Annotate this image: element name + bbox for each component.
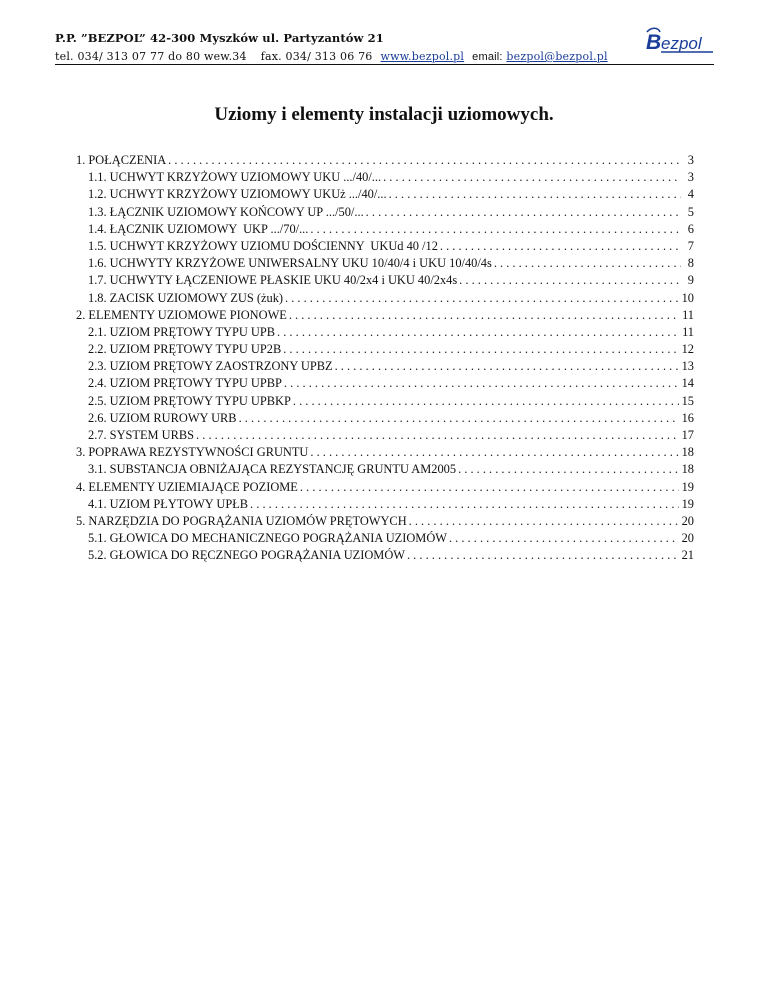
toc-entry[interactable]	[76, 341, 694, 358]
toc-entry[interactable]	[76, 152, 694, 169]
toc-entry-title: 1.7. UCHWYTY ŁĄCZENIOWE PŁASKIE UKU 40/2x4 i UKU 40/2x4s	[88, 273, 458, 288]
svg-text:B: B	[646, 31, 662, 54]
toc-leader-dots	[494, 255, 681, 272]
toc-entry[interactable]	[76, 324, 694, 341]
email-link[interactable]: bezpol@bezpol.pl	[506, 50, 608, 63]
toc-leader-dots	[293, 393, 679, 410]
toc-entry-title: 5. NARZĘDZIA DO POGRĄŻANIA UZIOMÓW PRĘTOWYCH	[76, 513, 407, 528]
toc-leader-dots	[168, 152, 681, 169]
toc-page-number: 3	[687, 153, 694, 167]
toc-page-number: 8	[687, 256, 694, 271]
toc-entry[interactable]	[76, 393, 694, 410]
toc-entry[interactable]	[76, 169, 694, 186]
toc-entry[interactable]	[76, 479, 694, 496]
toc-page-number: 14	[681, 376, 694, 391]
toc-entry-title: 2.6. UZIOM RUROWY URB	[88, 410, 237, 425]
toc-page-number: 20	[681, 531, 694, 546]
toc-entry[interactable]	[76, 530, 694, 547]
toc-leader-dots	[458, 461, 679, 478]
toc-page-number: 11	[682, 324, 694, 339]
toc-leader-dots	[449, 530, 679, 547]
page-title: Uziomy i elementy instalacji uziomowych.	[214, 104, 554, 125]
toc-leader-dots	[284, 375, 679, 392]
toc-leader-dots	[459, 272, 681, 289]
toc-page-number: 9	[687, 273, 694, 288]
table-of-contents	[76, 152, 694, 565]
toc-page-number: 18	[681, 445, 694, 460]
toc-entry-title: 3. POPRAWA REZYSTYWNOŚCI GRUNTU	[76, 445, 309, 460]
toc-leader-dots	[366, 204, 681, 221]
toc-leader-dots	[196, 427, 679, 444]
toc-entry-title: 4.1. UZIOM PŁYTOWY UPŁB	[88, 496, 249, 511]
contact-line	[55, 50, 715, 63]
svg-text:ezpol: ezpol	[661, 34, 702, 53]
toc-entry-title: 4. ELEMENTY UZIEMIAJĄCE POZIOME	[76, 479, 298, 494]
toc-page-number: 10	[681, 290, 694, 305]
toc-entry-title: 1.4. ŁĄCZNIK UZIOMOWY UKP .../70/...	[88, 221, 309, 236]
toc-entry-title: 2.3. UZIOM PRĘTOWY ZAOSTRZONY UPBZ	[88, 359, 333, 374]
company-address: P.P. ”BEZPOL” 42-300 Myszków ul. Partyzantów 21	[55, 31, 384, 45]
phone-number: tel. 034/ 313 07 77 do 80 wew.34	[55, 50, 247, 63]
toc-entry-title: 2.2. UZIOM PRĘTOWY TYPU UP2B	[88, 342, 282, 357]
toc-entry-title: 2.1. UZIOM PRĘTOWY TYPU UPB	[88, 324, 276, 339]
toc-page-number: 6	[687, 221, 694, 236]
toc-entry[interactable]	[76, 221, 694, 238]
header-divider	[55, 64, 714, 65]
toc-entry-title: 1.1. UCHWYT KRZYŻOWY UZIOMOWY UKU .../40/...	[88, 170, 382, 185]
toc-entry[interactable]	[76, 290, 694, 307]
toc-entry[interactable]	[76, 307, 694, 324]
toc-page-number: 16	[681, 410, 694, 425]
toc-page-number: 17	[681, 428, 694, 442]
fax-number: fax. 034/ 313 06 76	[260, 50, 373, 63]
toc-entry[interactable]	[76, 255, 694, 272]
toc-entry-title: 5.1. GŁOWICA DO MECHANICZNEGO POGRĄŻANIA UZIOMÓW	[88, 531, 447, 546]
toc-entry-title: 1.6. UCHWYTY KRZYŻOWE UNIWERSALNY UKU 10/40/4 i UKU 10/40/4s	[88, 256, 492, 271]
toc-leader-dots	[310, 444, 678, 461]
toc-page-number: 13	[681, 359, 694, 374]
toc-entry-title: 2.5. UZIOM PRĘTOWY TYPU UPBKP	[88, 393, 291, 408]
toc-entry-title: 1.5. UCHWYT KRZYŻOWY UZIOMU DOŚCIENNY UKUd 40 /12	[88, 238, 438, 253]
toc-leader-dots	[250, 496, 679, 513]
toc-leader-dots	[285, 290, 679, 307]
toc-page-number: 11	[682, 307, 694, 322]
toc-entry[interactable]	[76, 444, 694, 461]
toc-entry[interactable]	[76, 547, 694, 564]
website-link[interactable]: www.bezpol.pl	[380, 50, 465, 63]
toc-entry-title: 1.3. ŁĄCZNIK UZIOMOWY KOŃCOWY UP .../50/...	[88, 204, 364, 219]
toc-leader-dots	[407, 547, 679, 564]
toc-page-number: 4	[687, 187, 694, 202]
toc-page-number: 15	[681, 393, 694, 408]
toc-entry-title: 2. ELEMENTY UZIOMOWE PIONOWE	[76, 307, 287, 322]
toc-entry[interactable]	[76, 375, 694, 392]
toc-leader-dots	[300, 479, 679, 496]
toc-leader-dots	[277, 324, 679, 341]
toc-leader-dots	[289, 307, 679, 324]
toc-entry[interactable]	[76, 513, 694, 530]
toc-entry[interactable]	[76, 410, 694, 427]
toc-page-number: 3	[687, 170, 694, 185]
toc-page-number: 18	[681, 462, 694, 477]
toc-entry-title: 1.2. UCHWYT KRZYŻOWY UZIOMOWY UKUż .../40/...	[88, 187, 387, 202]
toc-page-number: 7	[687, 238, 694, 253]
toc-entry[interactable]	[76, 204, 694, 221]
toc-leader-dots	[310, 221, 681, 238]
toc-leader-dots	[335, 358, 679, 375]
toc-page-number: 20	[681, 513, 694, 528]
toc-entry[interactable]	[76, 427, 694, 444]
toc-leader-dots	[440, 238, 681, 255]
toc-leader-dots	[383, 169, 681, 186]
toc-entry-title: 1. POŁĄCZENIA	[76, 153, 167, 167]
bezpol-logo	[643, 24, 715, 56]
email-label: email:	[472, 51, 503, 63]
toc-page-number: 5	[687, 204, 694, 219]
toc-page-number: 19	[681, 479, 694, 494]
toc-entry-title: 1.8. ZACISK UZIOMOWY ZUS (żuk)	[88, 290, 284, 305]
toc-entry-title: 2.4. UZIOM PRĘTOWY TYPU UPBP	[88, 376, 282, 391]
toc-entry-title: 2.7. SYSTEM URBS	[88, 428, 195, 442]
toc-entry[interactable]	[76, 186, 694, 203]
toc-entry-title: 5.2. GŁOWICA DO RĘCZNEGO POGRĄŻANIA UZIOMÓW	[88, 548, 405, 563]
toc-page-number: 21	[681, 548, 694, 563]
toc-entry[interactable]	[76, 272, 694, 289]
toc-leader-dots	[283, 341, 678, 358]
toc-entry[interactable]	[76, 496, 694, 513]
toc-leader-dots	[389, 186, 681, 203]
toc-leader-dots	[239, 410, 679, 427]
toc-leader-dots	[409, 513, 679, 530]
toc-entry[interactable]	[76, 461, 694, 478]
toc-entry[interactable]	[76, 238, 694, 255]
toc-entry-title: 3.1. SUBSTANCJA OBNIŻAJĄCA REZYSTANCJĘ GRUNTU AM2005	[88, 462, 457, 477]
letterhead	[55, 31, 715, 63]
toc-page-number: 19	[681, 496, 694, 511]
toc-page-number: 12	[681, 342, 694, 357]
toc-entry[interactable]	[76, 358, 694, 375]
